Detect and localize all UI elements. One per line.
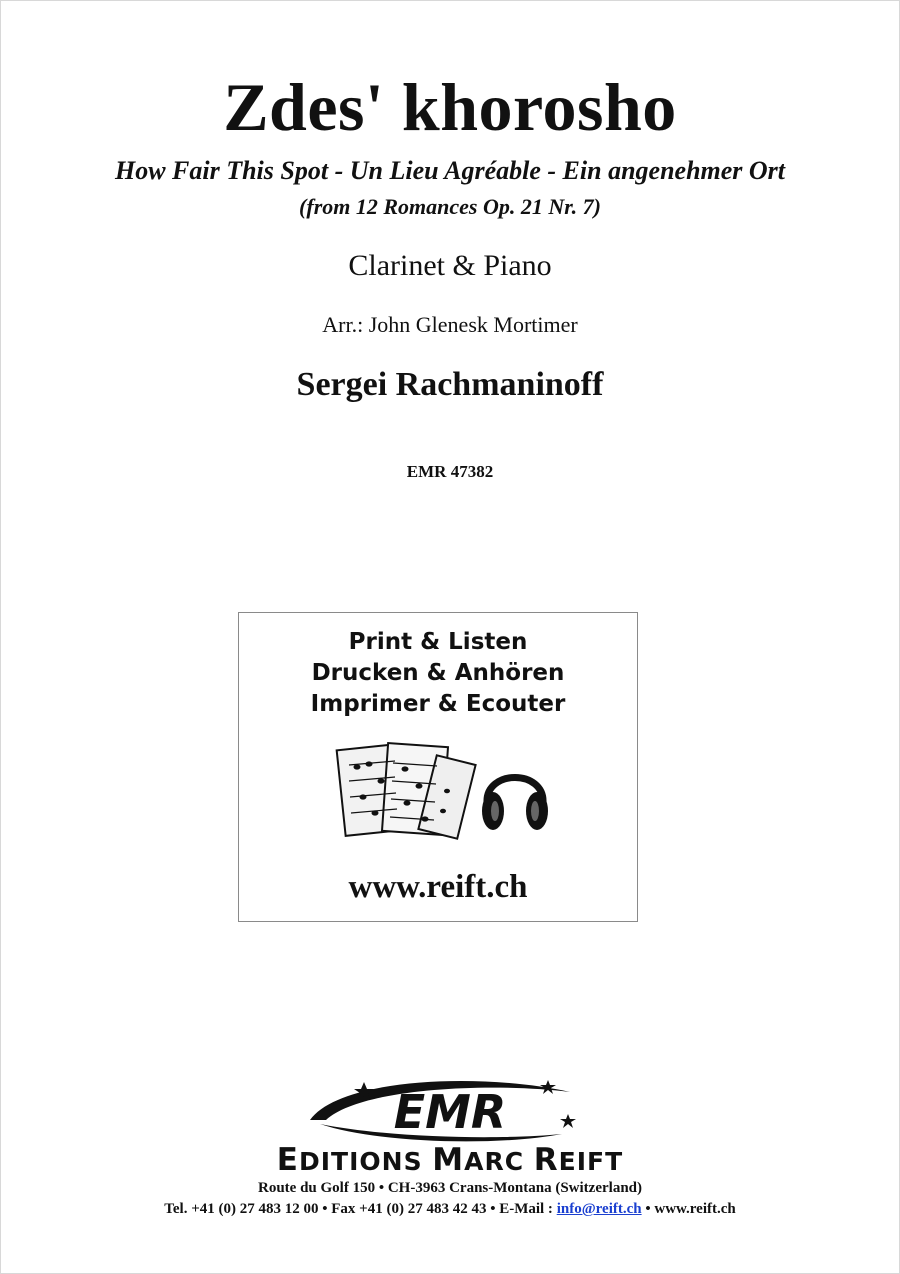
contact-phone-fax: Tel. +41 (0) 27 483 12 00 • Fax +41 (0) 27 483 42 43 • E-Mail : [164,1201,557,1217]
publisher-word-marc: ARC [464,1147,534,1176]
promo-line-fr: Imprimer & Ecouter [310,691,566,717]
promo-illustration [335,739,565,847]
promo-lines [239,627,637,720]
score-source: (from 12 Romances Op. 21 Nr. 7) [299,194,601,219]
contact-website[interactable]: • www.reift.ch [641,1201,736,1217]
composer: Sergei Rachmaninoff [296,366,604,403]
headphones-icon [482,778,548,831]
publisher-initial-e: E [276,1142,299,1178]
publisher-word-editions: DITIONS [298,1147,433,1176]
print-listen-box [238,612,638,922]
email-link[interactable]: info@reift.ch [556,1201,642,1217]
emr-logo [300,1074,600,1148]
promo-url[interactable]: www.reift.ch [348,869,528,905]
score-subtitle: How Fair This Spot - Un Lieu Agréable - Ein angenehmer Ort [114,156,786,185]
catalog-code: EMR 47382 [406,462,494,481]
publisher-word-reift: EIFT [558,1147,624,1176]
emr-logo-text: EMR [393,1085,507,1139]
promo-line-en: Print & Listen [348,629,528,655]
publisher-address: Route du Golf 150 • CH-3963 Crans-Montana (Switzerland) [258,1180,642,1196]
promo-line-de: Drucken & Anhören [311,660,565,686]
arranger: Arr.: John Glenesk Mortimer [322,312,578,337]
publisher-initial-m: M [432,1142,465,1178]
sheet-music-icon [337,743,476,839]
instrumentation: Clarinet & Piano [348,249,552,282]
publisher-contact [0,1201,900,1218]
score-title: Zdes' khorosho [223,69,677,145]
publisher-initial-r: R [533,1142,559,1178]
publisher-name [0,1142,900,1178]
